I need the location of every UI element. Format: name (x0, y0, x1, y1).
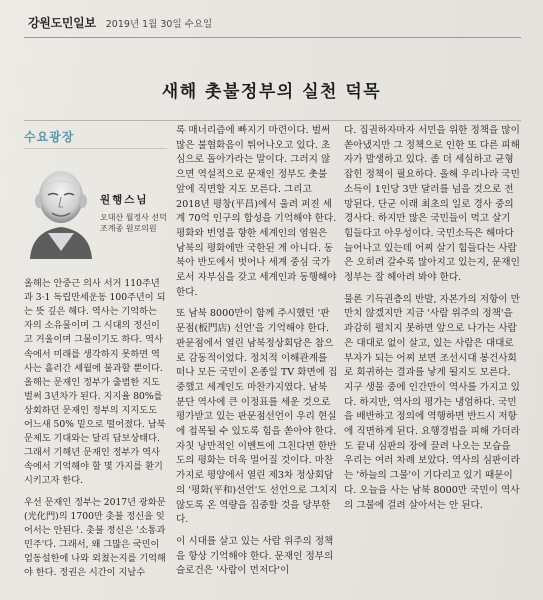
headline-divider (24, 120, 521, 121)
author-name: 원행스님 (100, 194, 149, 207)
author-role-line: 오대산 월정사 선덕 (100, 213, 167, 223)
author-profile (24, 155, 167, 267)
paragraph: 올해는 안중근 의사 서거 110주년과 3·1 독립만세운동 100주년이 되는 뜻 깊은 해다. 역사는 기억하는 자의 소유물이며 그 시대의 정신이고 거울이며 그물이기도 하다. 역사 속에서 미래를 생각하지 못하면 역사는 흘러간 세월에 불과할 뿐이다. 올해는 문재인 정부가 출범한 지도 벌써 3년차가 된다. 지지율 80%를 상회하던 문재인 정부의 지지도도 어느새 50% 밑으로 떨어졌다. 남북문제도 기대와는 달리 답보상태다. 그래서 기해년 문재인 정부가 역사 속에서 기억해야 할 몇 가지를 환기시키고자 한다. (24, 278, 166, 487)
author-byline (100, 193, 167, 234)
paragraph: 이 시대를 살고 있는 사람 위주의 정책을 항상 기억해야 한다. 문재인 정부의 슬로건은 '사람이 먼저다'이 (176, 535, 334, 577)
article-column-3 (344, 124, 520, 513)
section-title: 수요광장 (24, 130, 167, 149)
article-column-2 (176, 124, 338, 579)
article-body (24, 277, 167, 580)
masthead-divider (24, 37, 521, 38)
paragraph: 물론 기득권층의 반발, 자본가의 저항이 만만치 않겠지만 지금 '사람 위주의 정책'을 과감히 펼치지 못하면 앞으로 나가는 사람은 대대로 없이 살고, 있는 사람은 대대로 부자가 되는 어찌 보면 조선시대 봉건사회로 회귀하는 결과를 낳게 될지도 모른다. 지구 생물 중에 인간만이 역사를 가지고 있다. 하지만, 역사의 평가는 냉엄하다. 국민을 배반하고 정의에 역행하면 반드시 저항에 직면하게 된다. 요행경법을 피해 가더라도 끝내 심판의 장에 끌려 나오는 모습을 우리는 여러 차례 보았다. 역사의 심판이라는 '하늘의 그물'이 기다리고 있기 때문이다. 오늘을 사는 남북 8000만 국민이 역사의 그물에 걸려 살아서는 안 된다. (344, 293, 520, 511)
article-headline: 새해 촛불정부의 실천 덕목 (161, 82, 382, 102)
publication-date: 2019년 1월 30일 수요일 (105, 19, 213, 30)
paragraph: 우선 문재인 정부는 2017년 광화문(光化門)의 1700만 촛불 정신을 잊어서는 안된다. 촛불 정신은 '소통과 민주'다. 그래서, 왜 그많은 국민이 엄동설한에 나와 외쳤는지를 기억해야 한다. 정권은 시간이 지날수 (24, 496, 166, 578)
author-role (100, 212, 167, 234)
author-portrait-icon (28, 159, 94, 259)
paragraph: 다. 집권하자마자 서민을 위한 정책을 많이 쏟아냈지만 그 정책으로 인한 또 다른 피해자가 발생하고 있다. 좀 더 세심하고 균형잡힌 정책이 필요하다. 올해 우리나라 국민소득이 1인당 3만 달러를 넘을 것으로 전망된다. 단군 이래 최초의 일로 경사 중의 경사다. 하지만 많은 국민들이 먹고 살기 힘들다고 아우성이다. 국민소득은 해마다 늘어나고 있는데 어찌 살기 힘들다는 사람은 오히려 갈수록 많아지고 있는지, 문재인 정부는 잘 헤아려 봐야 한다. (344, 125, 520, 284)
paragraph: 또 남북 8000만이 함께 주시했던 '판문점(板門店) 선언'을 기억해야 한다. 판문점에서 열린 남북정상회담은 참으로 감동적이었다. 정치적 이해관계를 떠나 모든 국민이 온종일 TV 화면에 집중했고 세계인도 마찬가지였다. 남북 분단 역사에 큰 이정표를 세운 것으로 평가받고 있는 판문점선언이 우리 현실에 접목될 수 있도록 힘을 쏟아야 한다. 자칫 낭만적인 이벤트에 그친다면 한반도의 평화는 더욱 멀어질 것이다. 마찬가지로 평양에서 열린 제3차 정상회담의 '평화(平和)선언'도 선언으로 그치지 않도록 온 역량을 집중할 것을 당부한다. (176, 308, 338, 526)
paragraph: 록 매너리즘에 빠지기 마련이다. 벌써 많은 불협화음이 튀어나오고 있다. 초심으로 돌아가라는 말이다. 그러지 않으면 역설적으로 문재인 정부도 촛불 앞에 직면할 지도 모른다. 그리고 2018년 평창(平昌)에서 울려 퍼진 세계 70억 인구의 합성을 기억해야 한다. 평화와 번영을 향한 세계인의 염원은 남북의 평화에만 국한된 게 아니다. 동북아 반도에서 벗어나 세계 중심 국가로서 자부심을 갖고 세계인과 동행해야 한다. (176, 125, 337, 298)
author-role-line: 조계종 원로의원 (100, 224, 157, 234)
article-column-1 (24, 126, 167, 580)
newspaper-brand: 강원도민일보 (28, 16, 96, 30)
masthead (28, 14, 212, 34)
